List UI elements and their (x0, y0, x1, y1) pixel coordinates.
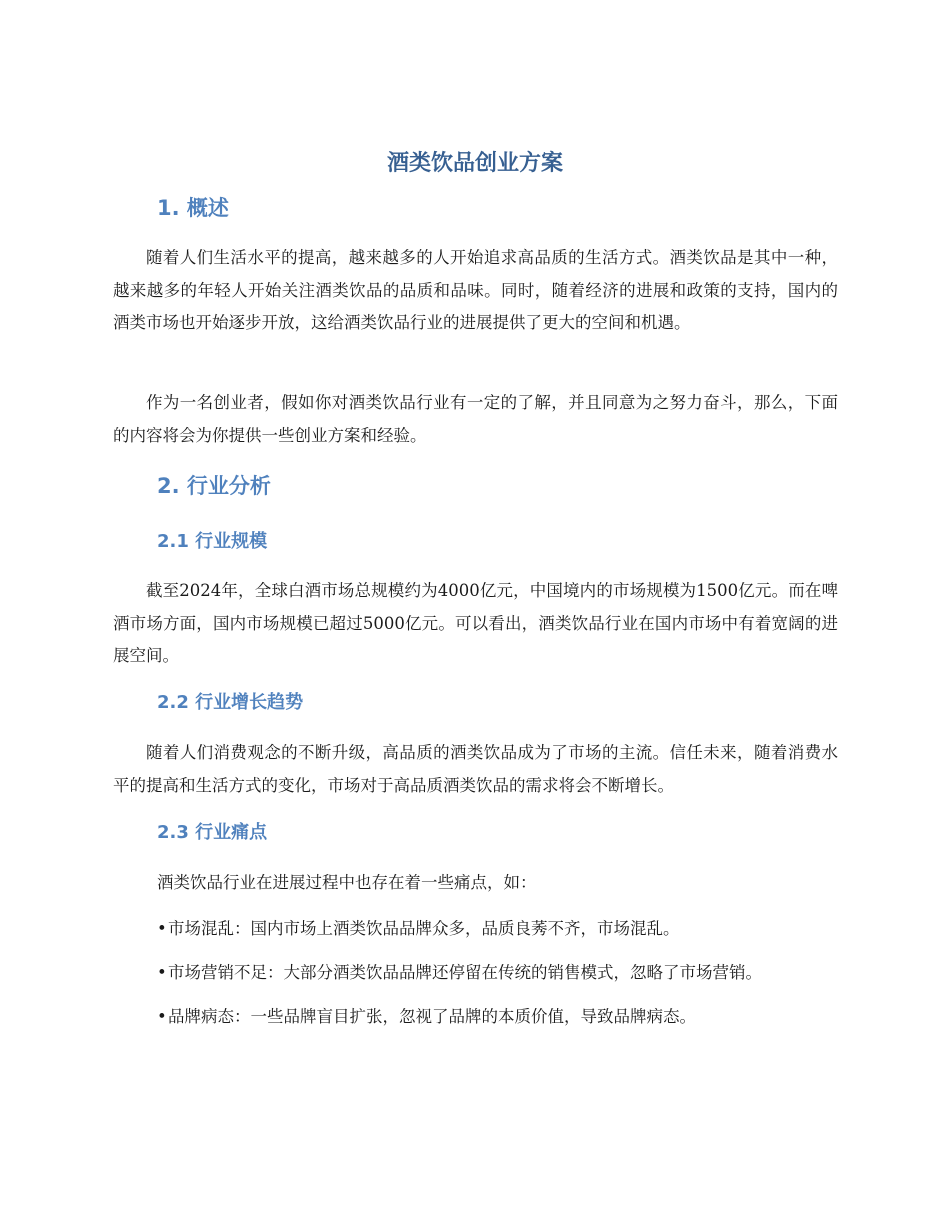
overview-paragraph-2: 作为一名创业者，假如你对酒类饮品行业有一定的了解，并且同意为之努力奋斗，那么，下面的内容将会为你提供一些创业方案和经验。 (113, 393, 838, 445)
scale-paragraph: 截至2024年，全球白酒市场总规模约为4000亿元，中国境内的市场规模为1500亿元。而在啤酒市场方面，国内市场规模已超过5000亿元。可以看出，酒类饮品行业在国内市场中有着宽阔的进展空间。 (113, 581, 838, 665)
pain-intro: 酒类饮品行业在进展过程中也存在着一些痛点，如： (157, 873, 537, 892)
pain-item-marketing-gap: 市场营销不足：大部分酒类饮品品牌还停留在传统的销售模式，忽略了市场营销。 (168, 963, 762, 982)
bullet-icon: • (157, 919, 167, 938)
list-item (157, 915, 847, 943)
bullet-icon: • (157, 963, 167, 982)
list-item (157, 1003, 847, 1031)
bullet-icon: • (157, 1007, 167, 1026)
overview-paragraph-1: 随着人们生活水平的提高，越来越多的人开始追求高品质的生活方式。酒类饮品是其中一种，越来越多的年轻人开始关注酒类饮品的品质和品味。同时，随着经济的进展和政策的支持，国内的酒类市场也开始逐步开放，这给酒类饮品行业的进展提供了更大的空间和机遇。 (113, 248, 838, 332)
section-heading-overview: 1. 概述 (157, 196, 229, 220)
subsection-heading-pain: 2.3 行业痛点 (157, 822, 268, 843)
document-title: 酒类饮品创业方案 (386, 151, 563, 176)
trend-paragraph: 随着人们消费观念的不断升级，高品质的酒类饮品成为了市场的主流。信任未来，随着消费水平的提高和生活方式的变化，市场对于高品质酒类饮品的需求将会不断增长。 (113, 743, 838, 795)
subsection-heading-scale: 2.1 行业规模 (157, 531, 268, 552)
section-heading-industry: 2. 行业分析 (157, 474, 271, 498)
list-item (157, 959, 847, 987)
pain-item-brand-illness: 品牌病态：一些品牌盲目扩张，忽视了品牌的本质价值，导致品牌病态。 (168, 1007, 696, 1026)
pain-item-market-chaos: 市场混乱：国内市场上酒类饮品品牌众多，品质良莠不齐，市场混乱。 (168, 919, 680, 938)
subsection-heading-trend: 2.2 行业增长趋势 (157, 692, 304, 713)
